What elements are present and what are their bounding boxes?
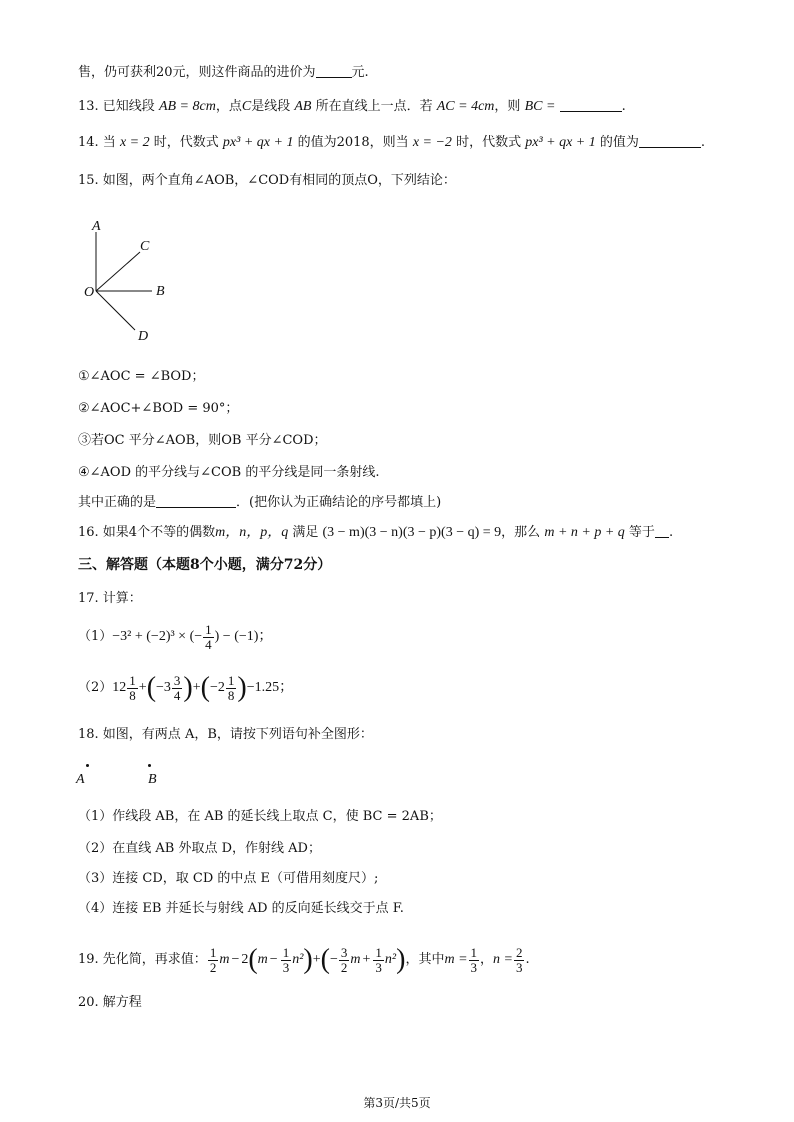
ray-oc [96,252,140,291]
question-18-2: （2）在直线 AB 外取点 D，作射线 AD； [78,841,321,856]
conclusion-4: ④∠AOD 的平分线与∠COB 的平分线是同一条射线. [78,465,380,480]
question-19: 19. 先化简，再求值： $\frac{1}{2}$ m − 2 ( m − $\frac{1}{3}$ n² ) + ( − $\frac{3}{2}$ m + $\frac{1}{3}$ n² ) ，其中 m = $\frac{1}{3}$ ， n = $\frac{2}{3}$ . [78,944,530,975]
question-15-answer: 其中正确的是 ．(把你认为正确结论的序号都填上) [78,495,442,510]
question-13: 13. 已知线段 AB = 8cm，点C是线段 AB 所在直线上一点．若 AC = 4cm，则 BC = . [78,99,626,114]
label-b: B [156,284,165,299]
ray-od [96,291,135,330]
fraction: $\frac{1}{4}$ [205,621,212,652]
conclusion-2: ②∠AOC+∠BOD = 90°； [78,401,239,416]
answer-blank [639,134,701,148]
point-a-dot [86,764,89,767]
question-20: 20. 解方程 [78,995,142,1010]
question-14: 14. 当 x = 2 时，代数式 px³ + qx + 1 的值为2018，则当 x = −2 时，代数式 px³ + qx + 1 的值为 . [78,135,706,150]
page-footer: 第3页/共5页 [363,1096,431,1110]
label-o: O [84,285,95,300]
point-a-label: A [76,772,85,787]
line-q12-tail: 售，仍可获利20元，则这件商品的进价为 元. [78,65,369,80]
question-15: 15. 如图，两个直角∠AOB，∠COD有相同的顶点O，下列结论： [78,173,456,188]
point-b-dot [148,764,151,767]
question-16: 16. 如果4个不等的偶数m，n，p，q 满足 (3 − m)(3 − n)(3 − p)(3 − q) = 9，那么 m + n + p + q 等于 . [78,525,674,540]
point-b-label: B [148,772,157,787]
question-17: 17. 计算： [78,591,142,606]
label-d: D [138,329,149,344]
question-17-2: （2） 12 $\frac{1}{8}$ + ( −3 $\frac{3}{4}$ ) + ( −2 $\frac{1}{8}$ ) −1.25； [78,672,294,703]
conclusion-1: ①∠AOC = ∠BOD； [78,369,205,384]
question-18: 18. 如图，有两点 A，B，请按下列语句补全图形： [78,727,373,742]
question-18-4: （4）连接 EB 并延长与射线 AD 的反向延长线交于点 F. [78,901,404,916]
section-3-heading: 三、解答题（本题8个小题，满分72分） [78,557,332,573]
angle-figure [80,214,190,344]
label-a: A [92,219,101,234]
question-17-1: （1） −3² + (−2)³ × (− $\frac{1}{4}$ ) − (−1)； [78,621,273,652]
label-c: C [140,239,150,254]
answer-blank [316,64,352,78]
answer-blank [560,98,622,112]
question-18-3: （3）连接 CD，取 CD 的中点 E（可借用刻度尺）; [78,871,379,886]
answer-blank [655,524,669,538]
answer-blank [156,494,236,508]
question-18-1: （1）作线段 AB，在 AB 的延长线上取点 C，使 BC = 2AB； [78,809,442,824]
conclusion-3: ③若OC 平分∠AOB，则OB 平分∠COD； [78,433,327,448]
